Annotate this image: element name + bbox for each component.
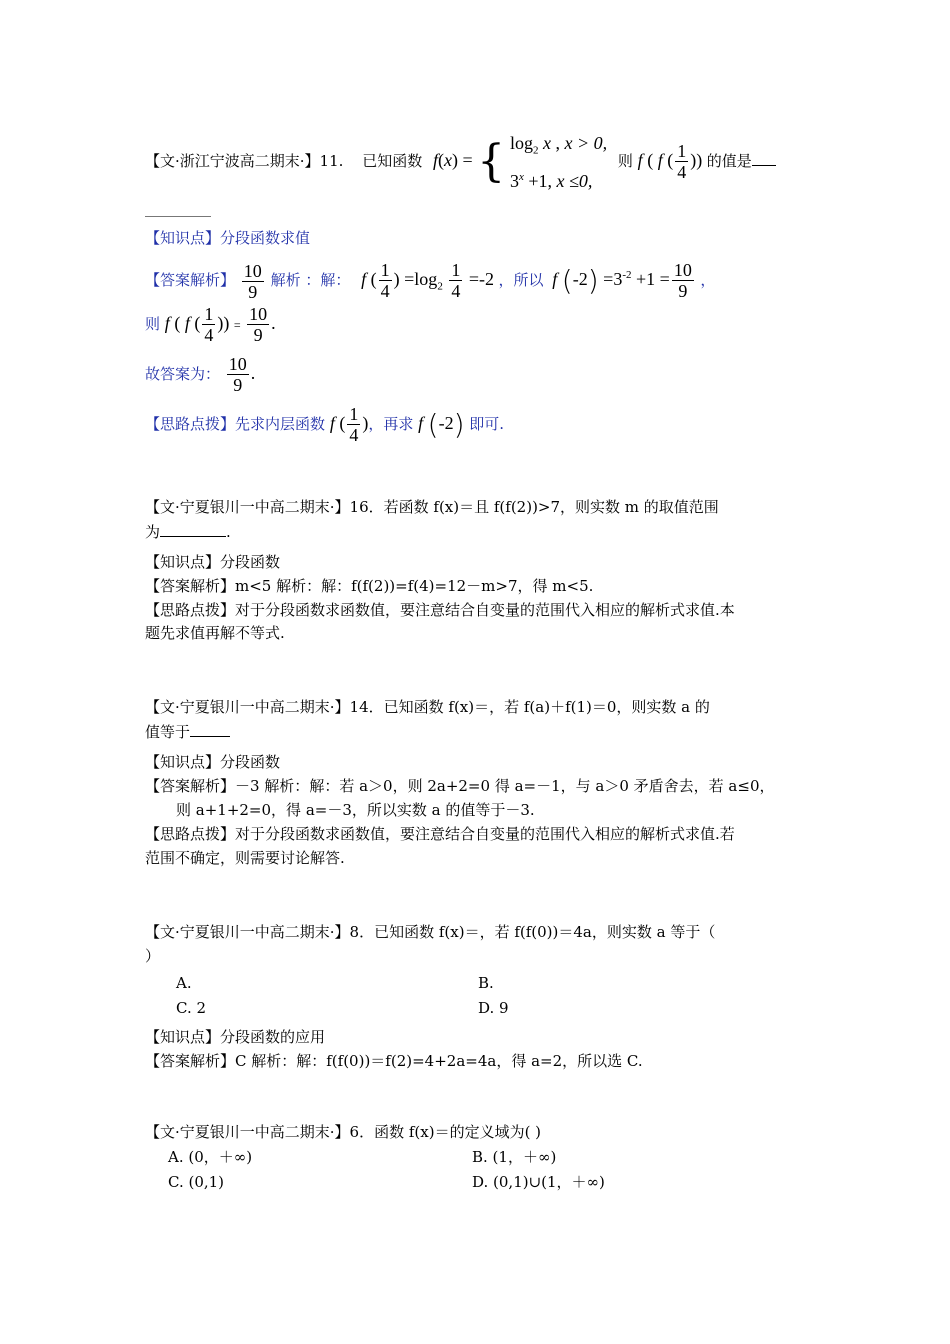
q5-stem: 【文·宁夏银川一中高二期末·】6．函数 f(x)＝的定义域为( ): [145, 1123, 542, 1141]
q1-final-answer: [145, 350, 255, 396]
q3-line2-pre: 值等于: [145, 723, 191, 741]
q5-option-c: C. (0,1): [168, 1173, 225, 1191]
q1-final-value: $\frac{10}{9}$ .: [228, 354, 256, 396]
q2-answer-blank: [160, 522, 226, 537]
q2-knowledge-point: 【知识点】分段函数: [145, 553, 281, 571]
q1-hint-expr2: f (-2): [418, 407, 465, 441]
q1-answer-blank: [752, 151, 776, 166]
q1-case1-condition: x > 0,: [564, 133, 608, 154]
q1-source: 【文·浙江宁波高二期末·】11.: [145, 152, 344, 170]
q4-knowledge-point: 【知识点】分段函数的应用: [145, 1028, 326, 1046]
q1-step1: f ( $\frac{1}{4}$ ) $=\log_2$ $\frac{1}{4}$ =-2: [361, 260, 499, 302]
q3-stem-line1: 【文·宁夏银川一中高二期末·】14．已知函数 f(x)＝，若 f(a)＋f(1)＝0，则实数 a 的: [145, 698, 710, 716]
q3-hint-line1: 【思路点拨】对于分段函数求函数值，要注意结合自变量的范围代入相应的解析式求值.若: [145, 825, 735, 843]
q1-stem-mid: 则: [617, 152, 633, 170]
q1-final-lead: 故答案为：: [145, 365, 221, 383]
q1-answer-value: $\frac{10}{9}$: [243, 260, 262, 302]
q4-option-c: C. 2: [176, 999, 207, 1017]
q1-nested-expression: f ( f ( $\frac{1}{4}$ )): [637, 141, 707, 183]
q1-ans-mid: 所以: [513, 271, 544, 289]
q1-case2-condition: x ≤0,: [556, 170, 593, 191]
q1-then-line: [145, 300, 276, 346]
q4-option-a: A.: [176, 974, 192, 992]
q5-option-d: D. (0,1)∪(1，＋∞): [472, 1173, 605, 1191]
q1-stem-pre: 已知函数: [362, 152, 423, 170]
q1-hint-pre: 先求内层函数: [235, 415, 326, 433]
q1-stem-post: 的值是: [706, 152, 752, 170]
q2-stem-line1: 【文·宁夏银川一中高二期末·】16．若函数 f(x)＝且 f(f(2))>7，则实数 m 的取值范围: [145, 498, 719, 516]
q5-option-b: B. (1，＋∞): [472, 1148, 557, 1166]
q3-stem-line2: [145, 722, 230, 742]
q4-option-d: D. 9: [478, 999, 509, 1017]
q1-hint-post: 即可.: [469, 415, 505, 433]
q1-hint: [145, 400, 504, 446]
q2-hint-line2: 题先求值再解不等式.: [145, 624, 285, 642]
q1-result-expression: f ( f ( $\frac{1}{4}$ )) = $\frac{10}{9}$ .: [164, 304, 276, 346]
q1-ans-tag: 【答案解析】: [145, 271, 236, 289]
q1-hint-mid: ，再求: [368, 415, 414, 433]
q1-comma2: ，: [700, 271, 716, 289]
q1-kp-text: 分段函数求值: [220, 229, 311, 247]
q3-answer-line1: 【答案解析】－3 解析：解：若 a＞0，则 2a+2=0 得 a=－1，与 a＞0 矛盾舍去，若 a≤0，: [145, 777, 775, 795]
q4-option-b: B.: [478, 974, 494, 992]
q1-step2: f $(-2) =3^{-2} +1$ = $\frac{10}{9}$: [552, 260, 692, 302]
q3-answer-blank: [190, 722, 230, 737]
q4-answer: 【答案解析】C 解析：解：f(f(0))＝f(2)=4+2a=4a，得 a=2，所以选 C.: [145, 1052, 643, 1070]
q2-line2-pre: 为: [145, 523, 161, 541]
q1-then: 则: [145, 315, 161, 333]
q3-answer-line2: 则 a+1+2=0，得 a=－3，所以实数 a 的值等于－3.: [176, 801, 535, 819]
q1-knowledge-point: [145, 228, 310, 248]
q1-hint-expr1: f ( $\frac{1}{4}$ ): [329, 404, 369, 446]
q4-stem-line1: 【文·宁夏银川一中高二期末·】8．已知函数 f(x)＝，若 f(f(0))＝4a，则实数 a 等于（: [145, 923, 716, 941]
q2-answer: 【答案解析】m<5 解析：解：f(f(2))=f(4)=12－m>7，得 m<5.: [145, 577, 594, 595]
q1-kp-tag: 【知识点】: [145, 229, 221, 247]
q1-answer-line: [145, 250, 715, 300]
q1-function-def: f(x) =: [432, 150, 478, 170]
q1-piecewise-brace: {: [477, 136, 506, 187]
q2-hint-line1: 【思路点拨】对于分段函数求函数值，要注意结合自变量的范围代入相应的解析式求值.本: [145, 601, 735, 619]
q5-option-a: A. (0，＋∞): [168, 1148, 253, 1166]
q1-piecewise-cases: $\log_2 x$ , x > 0, $3^x +1$, x ≤0,: [509, 133, 608, 191]
q3-hint-line2: 范围不确定，则需要讨论解答.: [145, 849, 345, 867]
q1-stem: [145, 130, 776, 190]
q1-comma: ，: [498, 271, 514, 289]
q1-answer-blank-continued: [145, 216, 211, 217]
q4-stem-line2: ）: [145, 947, 161, 965]
q2-stem-line2: 为 .: [145, 523, 231, 541]
q3-knowledge-point: 【知识点】分段函数: [145, 753, 281, 771]
q1-hint-tag: 【思路点拨】: [145, 415, 236, 433]
q1-ans-lead: 解析 ：解：: [270, 271, 351, 289]
